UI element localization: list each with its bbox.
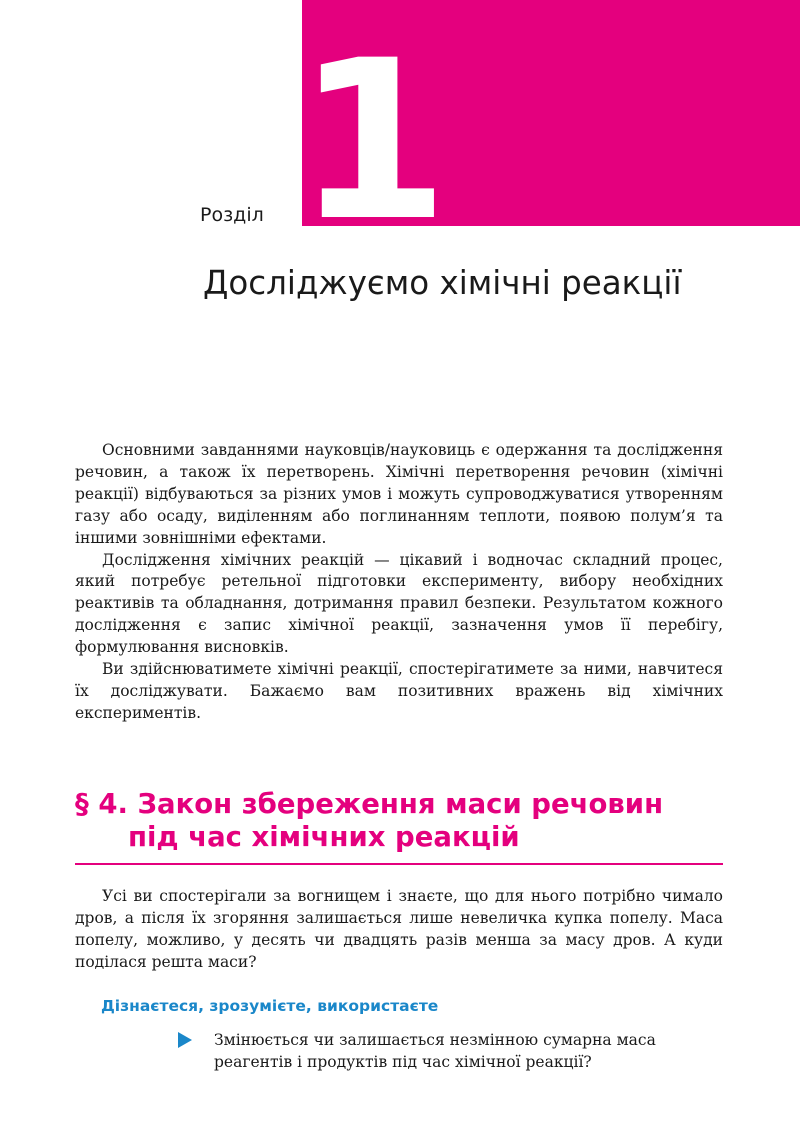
triangle-right-icon [178,1032,192,1048]
learning-goal-text: Змінюється чи залишається незмінною сумарна маса реагентів і продуктів під час хімічної реакції? [214,1031,656,1071]
body-paragraph: Усі ви спостерігали за вогнищем і знаєте, що для нього потрібно чимало дров, а після їх згоряння залишається лише невеличка купка попелу. Маса попелу, можливо, у десять чи двадцять разів менша за масу дров. А куди поділася решта маси? [75,887,723,971]
chapter-label: Розділ [200,204,264,226]
chapter-title: Досліджуємо хімічні реакції [203,264,682,302]
chapter-number: 1 [296,13,444,269]
chapter-intro [75,440,723,725]
paragraph-body [75,886,723,974]
learning-goals-heading: Дізнаєтеся, зрозумієте, використаєте [101,997,439,1015]
intro-paragraph: Ви здійснюватимете хімічні реакції, спостерігатимете за ними, навчитеся їх досліджувати. Бажаємо вам позитивних вражень від хімічних експериментів. [75,660,723,722]
title-divider [75,863,723,865]
paragraph-title [75,788,663,854]
paragraph-title-line2: під час хімічних реакцій [128,821,520,853]
intro-paragraph: Основними завданнями науковців/науковиць є одержання та дослідження речовин, а також їх перетворень. Хімічні перетворення речовин (хімічні реакції) відбуваються за різних умов і можуть супроводжуватися утворенням газу або осаду, виділенням або поглинанням теплоти, появою полум’я та іншими зовнішніми ефектами. [75,441,723,547]
paragraph-title-line1: § 4. Закон збереження маси речовин [75,788,664,820]
learning-goal-item [178,1030,718,1074]
intro-paragraph: Дослідження хімічних реакцій — цікавий і водночас складний процес, який потребує ретельної підготовки експерименту, вибору необхідних реактивів та обладнання, дотримання правил безпеки. Результатом кожного дослідження є запис хімічної реакції, зазначення умов її перебігу, формулювання висновків. [75,550,723,657]
